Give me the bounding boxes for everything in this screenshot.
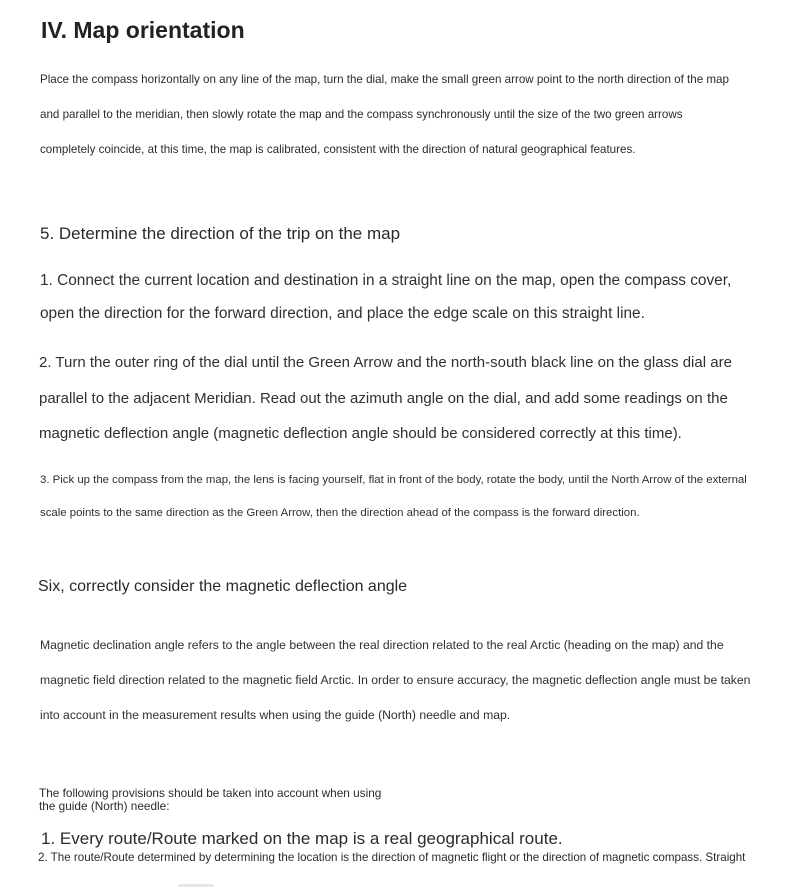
provision-item-2: 2. The route/Route determined by determining the location is the direction of magnetic flight or the direction of magnetic compass. Straight xyxy=(38,851,746,864)
section-4-title: IV. Map orientation xyxy=(41,17,245,43)
section-6-title: Six, correctly consider the magnetic deflection angle xyxy=(38,578,408,595)
section-5-step-3: 3. Pick up the compass from the map, the lens is facing yourself, flat in front of the body, rotate the body, until the North Arrow of the external scale points to the same direction as the Green Arrow, then the direction ahead of the compass is the forward direction. xyxy=(40,474,747,519)
section-5-step-2: 2. Turn the outer ring of the dial until the Green Arrow and the north-south black line on the glass dial are parallel to the adjacent Meridian. Read out the azimuth angle on the dial, and add some readings on the magnetic deflection angle (magnetic deflection angle should be considered correctly at this time). xyxy=(39,354,732,442)
provision-item-1: 1. Every route/Route marked on the map is a real geographical route. xyxy=(41,829,563,848)
section-6-body: Magnetic declination angle refers to the angle between the real direction related to the real Arctic (heading on the map) and the magnetic field direction related to the magnetic field Arctic. In order to ensure accuracy, the magnetic deflection angle must be taken into account in the measurement results when using the guide (North) needle and map. xyxy=(40,638,751,722)
section-5-step-1: 1. Connect the current location and destination in a straight line on the map, open the compass cover, open the direction for the forward direction, and place the edge scale on this straight line. xyxy=(40,272,732,322)
section-4-body: Place the compass horizontally on any line of the map, turn the dial, make the small green arrow point to the north direction of the map and parallel to the meridian, then slowly rotate the map and the compass synchronously until the size of the two green arrows completely coincide, at this time, the map is calibrated, consistent with the direction of natural geographical features. xyxy=(40,73,729,156)
scan-smudge xyxy=(178,884,214,887)
provisions-note: The following provisions should be taken into account when using the guide (North) needle: xyxy=(39,786,382,813)
section-5-title: 5. Determine the direction of the trip on the map xyxy=(40,224,401,243)
